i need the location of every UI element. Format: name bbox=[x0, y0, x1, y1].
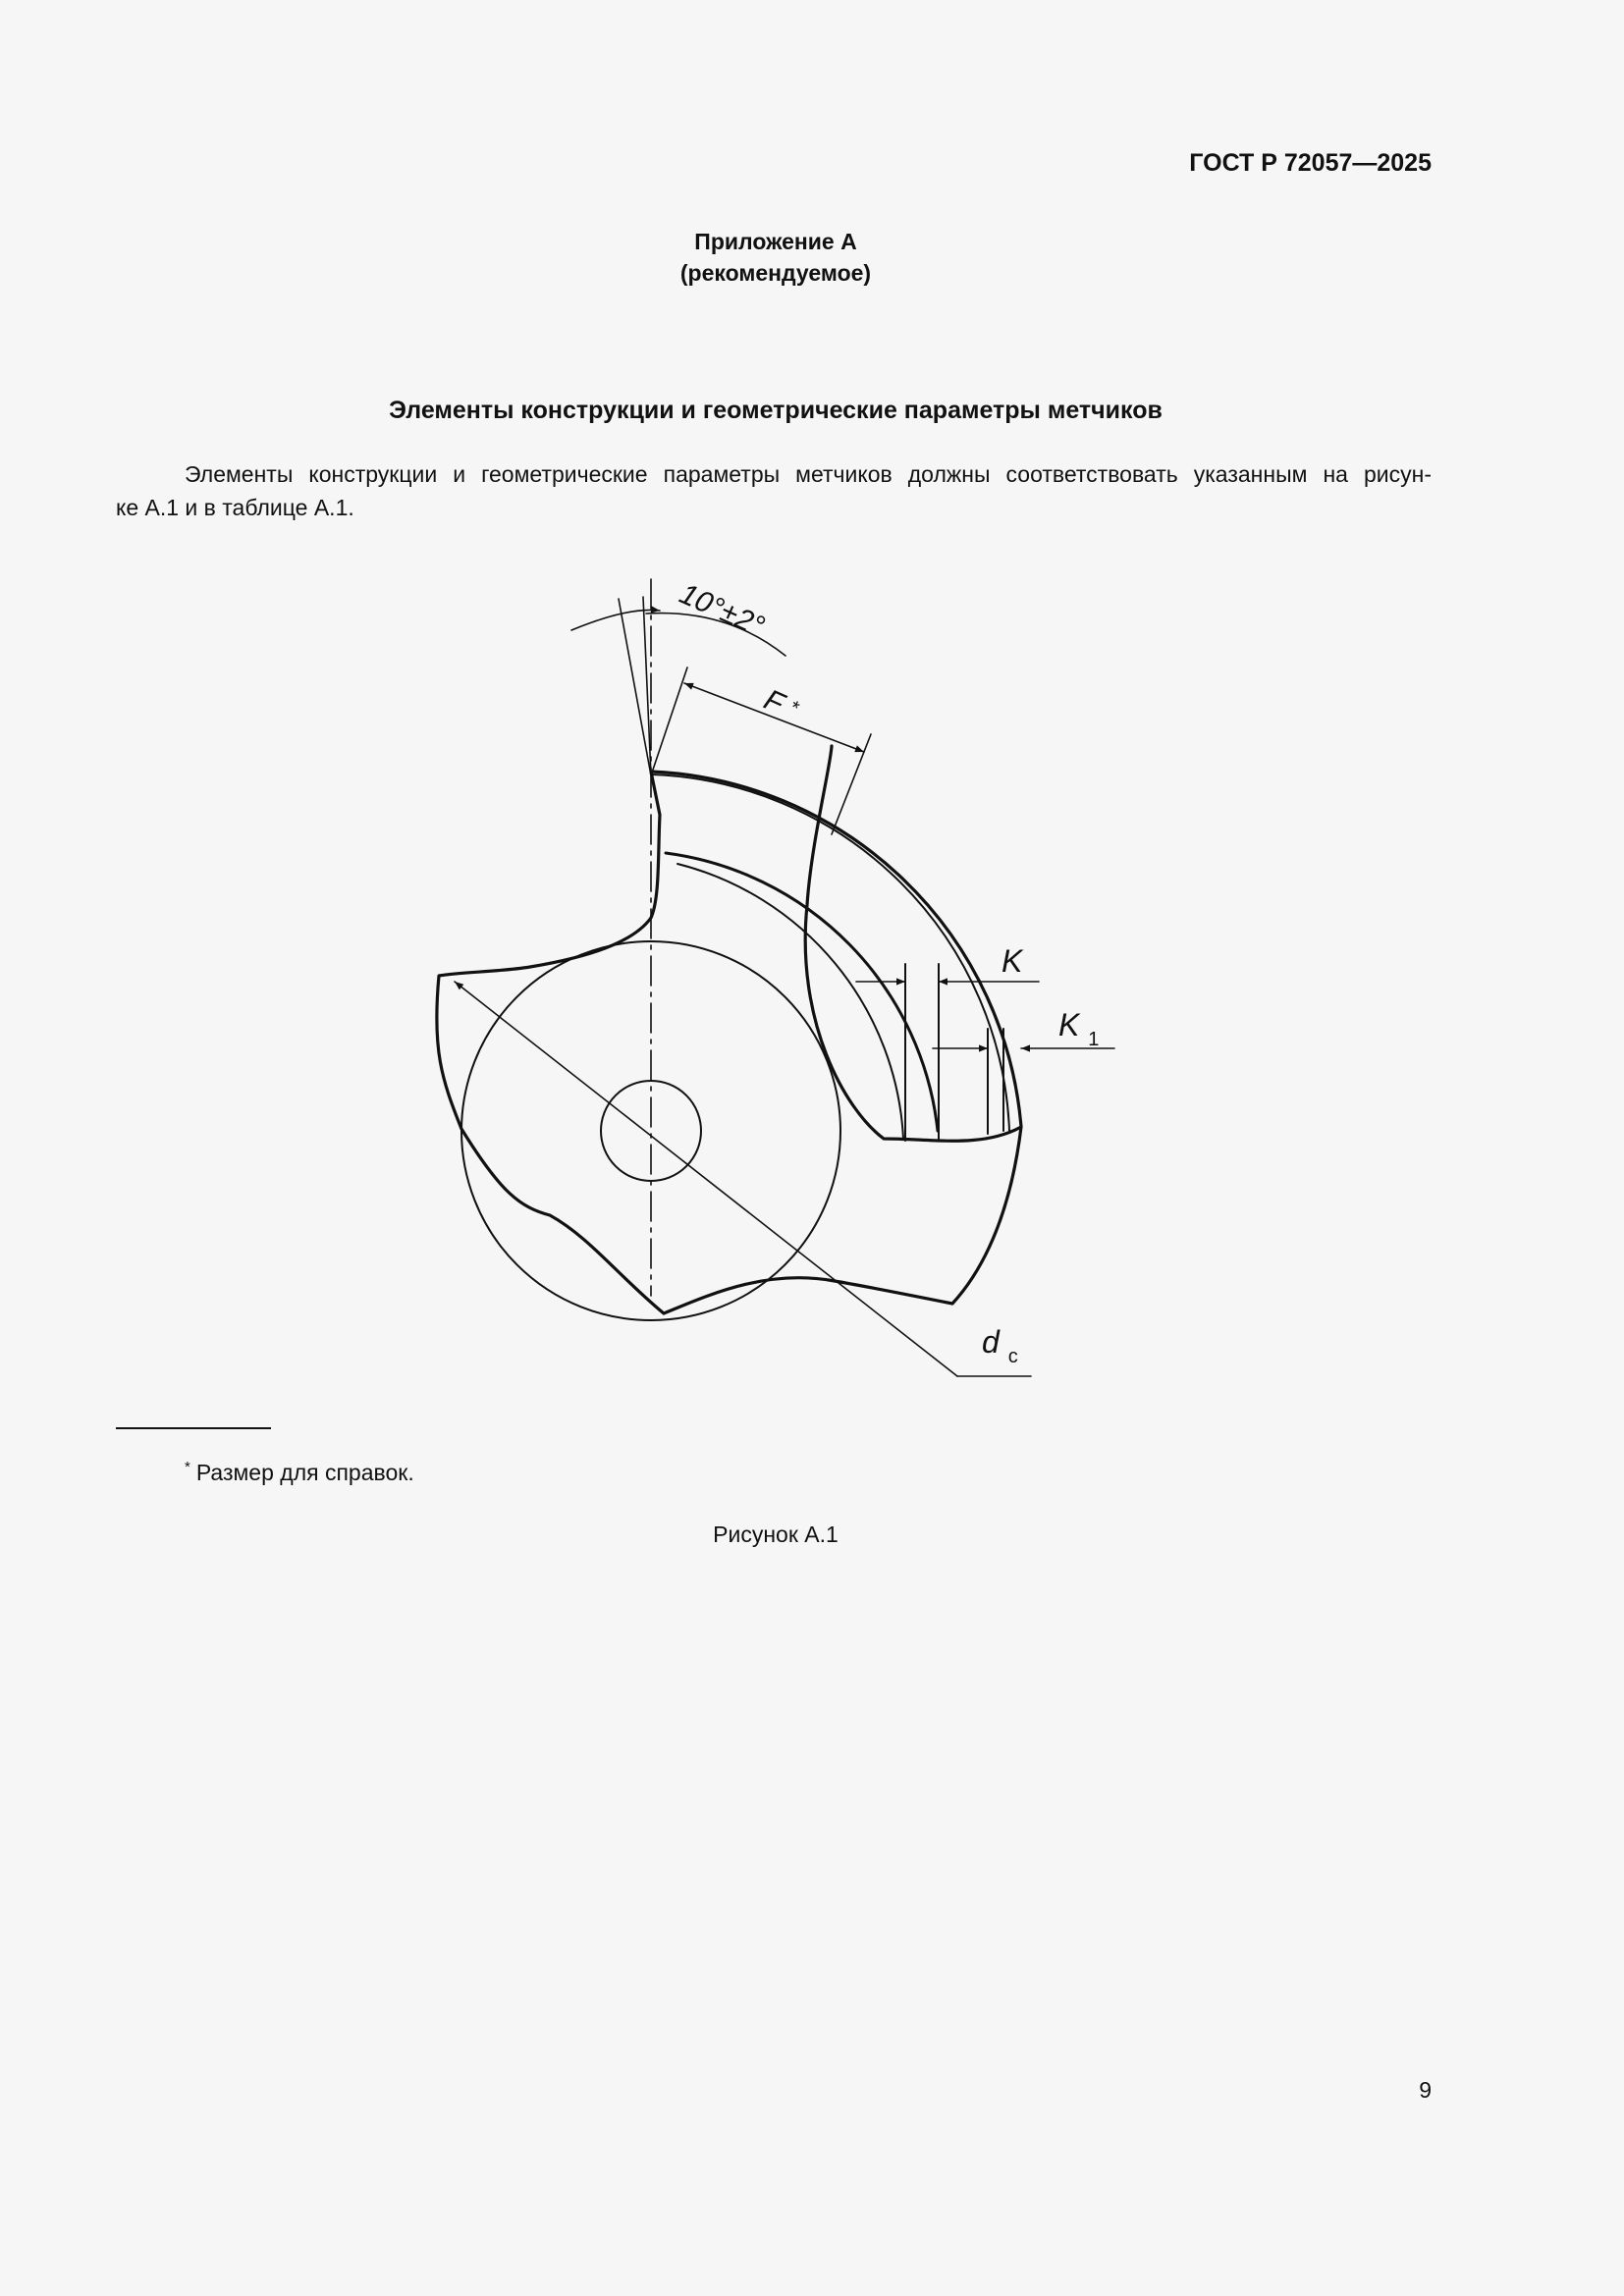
dc-label-subscript: c bbox=[1007, 1346, 1018, 1367]
k1-label-letter: K bbox=[1058, 1007, 1080, 1042]
page-number: 9 bbox=[1419, 2077, 1432, 2103]
dc-label-letter: d bbox=[982, 1324, 1000, 1360]
k1-label bbox=[1058, 1007, 1099, 1050]
footnote-separator bbox=[116, 1427, 271, 1429]
tap-outline bbox=[437, 746, 1021, 1313]
paragraph-line-2: ке А.1 и в таблице А.1. bbox=[116, 495, 354, 520]
f-label bbox=[759, 683, 804, 726]
angle-label: 10°±2° bbox=[675, 577, 770, 644]
footnote-mark: * bbox=[185, 1459, 190, 1475]
dc-label bbox=[982, 1324, 1018, 1367]
f-extension-left bbox=[651, 667, 687, 775]
k-label: K bbox=[1001, 943, 1023, 979]
figure-caption: Рисунок А.1 bbox=[713, 1522, 839, 1547]
appendix-title: Приложение А bbox=[694, 229, 857, 254]
paragraph-line-1: Элементы конструкции и геометрические параметры метчиков должны соответствовать указанным на рисун- bbox=[185, 461, 1432, 487]
angle-ref-line-inclined bbox=[619, 599, 651, 775]
k1-label-subscript: 1 bbox=[1088, 1029, 1100, 1050]
f-extension-right bbox=[832, 734, 871, 834]
land-edge-outer bbox=[652, 774, 1009, 1131]
footnote bbox=[185, 1459, 414, 1486]
section-title: Элементы конструкции и геометрические параметры метчиков bbox=[389, 397, 1163, 424]
f-label-letter: F bbox=[759, 683, 788, 721]
appendix-status: (рекомендуемое) bbox=[679, 260, 872, 286]
angle-ref-line-vertical bbox=[643, 597, 651, 775]
f-label-mark: * bbox=[785, 696, 802, 720]
footnote-text: Размер для справок. bbox=[195, 1460, 414, 1485]
document-code: ГОСТ Р 72057—2025 bbox=[1189, 149, 1432, 177]
